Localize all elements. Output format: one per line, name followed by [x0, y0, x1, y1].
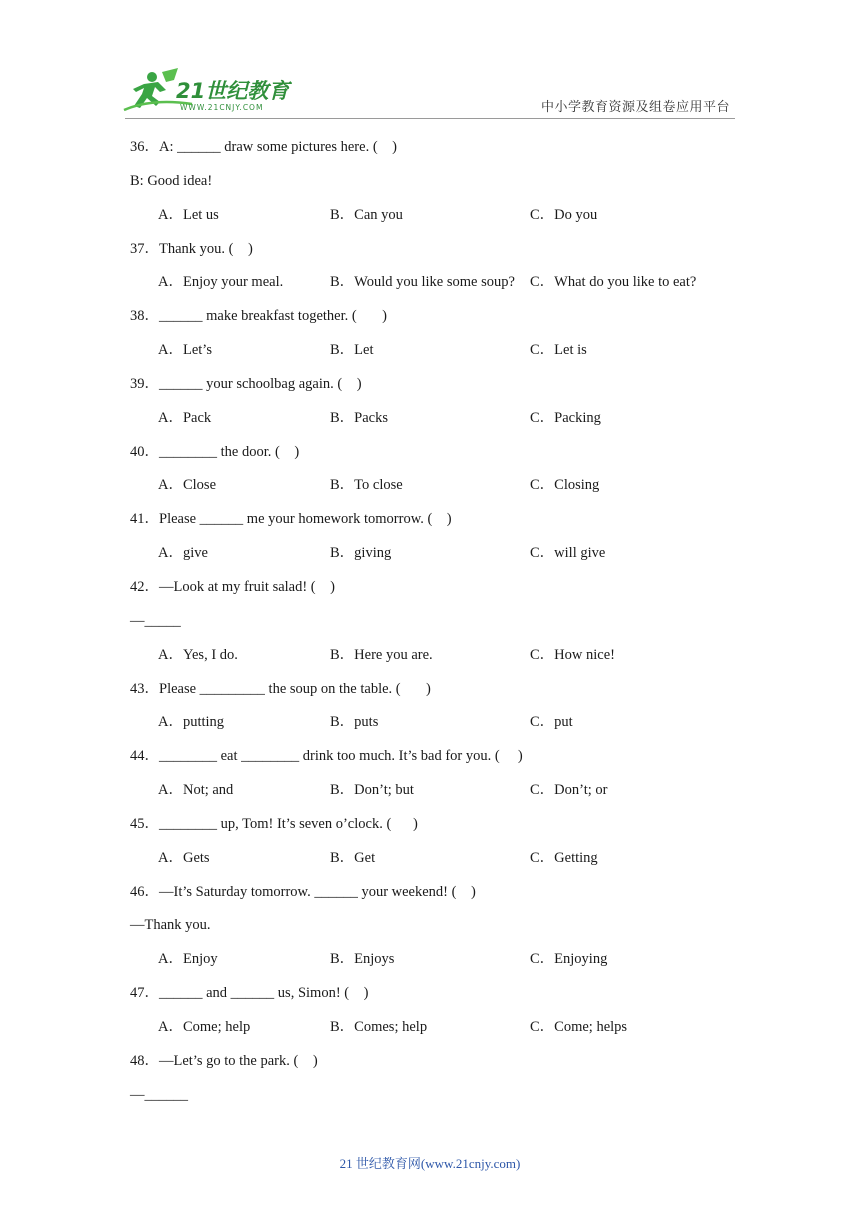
option-c[interactable]: C．put — [530, 714, 573, 731]
option-b[interactable]: B．Can you — [330, 206, 403, 223]
question-text: 42．—Look at my fruit salad! ( ) — [130, 578, 335, 595]
question-text: 38．______ make breakfast together. ( ) — [130, 308, 387, 325]
answer-options — [130, 847, 750, 881]
question-text: 37．Thank you. ( ) — [130, 240, 253, 257]
option-b[interactable]: B．Packs — [330, 409, 388, 426]
footer-link[interactable]: 21 世纪教育网(www.21cnjy.com) — [339, 1156, 521, 1171]
option-a[interactable]: A．Enjoy — [158, 951, 218, 968]
option-a[interactable]: A．putting — [158, 714, 225, 731]
header-divider — [125, 118, 735, 119]
option-c[interactable]: C．Don’t; or — [530, 782, 608, 799]
runner-logo-icon — [122, 68, 292, 114]
question-text: 48．—Let’s go to the park. ( ) — [130, 1052, 318, 1069]
option-b[interactable]: B．Get — [330, 849, 376, 866]
dialogue-line: B: Good idea! — [130, 172, 213, 189]
answer-options — [130, 407, 750, 441]
option-c[interactable]: C．Getting — [530, 849, 598, 866]
option-b[interactable]: B．Let — [330, 342, 374, 359]
question-text: 36．A: ______ draw some pictures here. ( ) — [130, 139, 397, 155]
answer-options — [130, 339, 750, 373]
option-c[interactable]: C．How nice! — [530, 646, 615, 663]
page-header — [0, 0, 860, 125]
option-a[interactable]: A．Pack — [158, 409, 212, 426]
option-c[interactable]: C．Come; helps — [530, 1018, 628, 1035]
site-logo[interactable] — [122, 68, 292, 114]
option-b[interactable]: B．Enjoys — [330, 951, 395, 968]
dialogue-line: —_____ — [130, 612, 181, 629]
question-text: 47．______ and ______ us, Simon! ( ) — [130, 985, 369, 1002]
answer-options — [130, 474, 750, 508]
logo-url: WWW.21CNJY.COM — [180, 103, 264, 112]
option-c[interactable]: C．What do you like to eat? — [530, 274, 697, 291]
option-a[interactable]: A．Not; and — [158, 782, 234, 799]
dialogue-line: —______ — [130, 1086, 188, 1103]
option-a[interactable]: A．Let us — [158, 206, 219, 223]
logo-text: 21世纪教育 — [176, 79, 290, 103]
option-c[interactable]: C．Do you — [530, 206, 598, 223]
question-text: 41．Please ______ me your homework tomorrow. ( ) — [130, 511, 452, 528]
option-c[interactable]: C．Closing — [530, 477, 600, 494]
option-a[interactable]: A．Close — [158, 477, 216, 494]
question-text: 39．______ your schoolbag again. ( ) — [130, 375, 362, 392]
option-a[interactable]: A．give — [158, 545, 208, 562]
option-b[interactable]: B．Comes; help — [330, 1018, 428, 1035]
option-b[interactable]: B．Would you like some soup? — [330, 274, 515, 291]
question-text: 40．________ the door. ( ) — [130, 443, 300, 460]
answer-options — [130, 271, 750, 305]
option-b[interactable]: B．Don’t; but — [330, 782, 414, 799]
option-c[interactable]: C．Enjoying — [530, 951, 608, 968]
option-b[interactable]: B．Here you are. — [330, 646, 433, 663]
option-a[interactable]: A．Enjoy your meal. — [158, 274, 284, 291]
option-b[interactable]: B．giving — [330, 545, 392, 562]
option-b[interactable]: B．To close — [330, 477, 403, 494]
question-text: 46．—It’s Saturday tomorrow. ______ your weekend! ( ) — [130, 883, 476, 900]
option-a[interactable]: A．Come; help — [158, 1018, 251, 1035]
option-a[interactable]: A．Yes, I do. — [158, 646, 238, 663]
option-c[interactable]: C．Packing — [530, 409, 601, 426]
option-b[interactable]: B．puts — [330, 714, 379, 731]
answer-options — [130, 204, 750, 238]
answer-options — [130, 711, 750, 745]
answer-options — [130, 542, 750, 576]
question-text: 44．________ eat ________ drink too much. It’s bad for you. ( ) — [130, 748, 523, 765]
answer-options — [130, 779, 750, 813]
dialogue-line: —Thank you. — [130, 917, 211, 934]
question-text: 43．Please _________ the soup on the table. ( ) — [130, 680, 431, 697]
answer-options — [130, 948, 750, 982]
answer-options — [130, 644, 750, 678]
question-text: 45．________ up, Tom! It’s seven o’clock. ( ) — [130, 815, 418, 832]
option-c[interactable]: C．will give — [530, 545, 606, 562]
option-a[interactable]: A．Gets — [158, 849, 210, 866]
option-c[interactable]: C．Let is — [530, 342, 587, 359]
option-a[interactable]: A．Let’s — [158, 342, 212, 359]
answer-options — [130, 1016, 750, 1050]
header-platform-text: 中小学教育资源及组卷应用平台 — [540, 99, 730, 114]
question-list — [130, 136, 750, 1117]
